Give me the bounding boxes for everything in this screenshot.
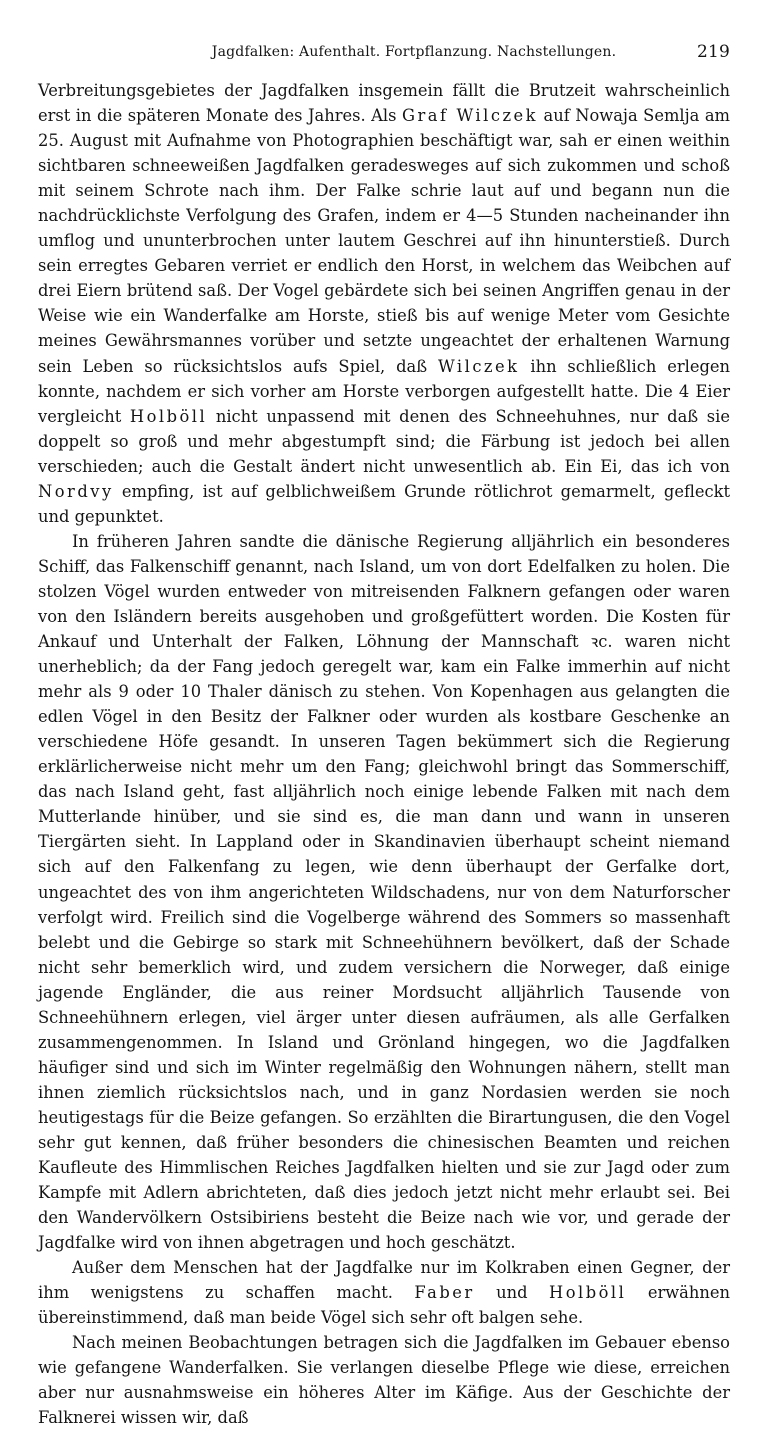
text-run: auf Nowaja Semlja am 25. August mit Aufnahme von Photographien beschäftigt war, sah er einen weithin sichtbaren schneeweißen Jagdfalken geradesweges auf sich zukommen und schoß mit seinem Schrote nach ihm. Der Falke schrie laut auf und begann nun die nachdrücklichste Verfolgung des Grafen, indem er 4—5 Stunden nacheinander ihn umflog und ununterbrochen unter lautem Geschrei auf ihn hinunterstieß. Durch sein erregtes Gebaren verriet er endlich den Horst, in welchem das Weibchen auf drei Eiern brütend saß. Der Vogel gebärdete sich bei seinen Angriffen genau in der Weise wie ein Wanderfalke am Horste, stieß bis auf wenige Meter vom Gesichte meines Gewährsmannes vorüber und setzte ungeachtet der erhaltenen Warnung sein Leben so rücksichtslos aufs Spiel, daß [38, 106, 730, 376]
spaced-name: Graf Wilczek [401, 106, 539, 126]
text-run: Nach meinen Beobachtungen betragen sich die Jagdfalken im Gebauer ebenso wie gefangene Wanderfalken. Sie verlangen dieselbe Pflege wie diese, erreichen aber nur ausnahmsweise ein höheres Alter im Käfige. Aus der Geschichte der Falknerei wissen wir, daß [38, 1333, 730, 1428]
running-title: Jagdfalken: Aufenthalt. Fortpflanzung. Nachstellungen. [211, 44, 617, 60]
text-run: nicht unpassend mit denen des Schneehuhnes, nur daß sie doppelt so groß und mehr abgestumpft sind; die Färbung ist jedoch bei allen verschieden; auch die Gestalt ändert nicht unwesentlich ab. Ein Ei, das ich von [38, 406, 730, 476]
body-text [38, 78, 730, 1431]
paragraph-p2 [38, 529, 730, 1255]
paragraph-p3 [38, 1255, 730, 1330]
spaced-name: Holböll [129, 406, 208, 426]
text-run: Verbreitungsgebietes der Jagdfalken insgemein fällt die Brutzeit wahrscheinlich erst in die späteren Monate des Jahres. Als [38, 81, 730, 126]
paragraph-p4 [38, 1330, 730, 1430]
spaced-name: Nordvy [38, 481, 114, 501]
book-page [38, 44, 730, 1431]
spaced-name: Faber [414, 1283, 475, 1303]
text-run: und [474, 1283, 549, 1303]
text-run: erwähnen übereinstimmend, daß man beide Vögel sich sehr oft balgen sehe. [38, 1283, 730, 1328]
paragraph-p1 [38, 78, 730, 529]
text-run: ihn schließlich erlegen konnte, nachdem er sich vorher am Horste verborgen aufgestellt hatte. Die 4 Eier vergleicht [38, 356, 730, 426]
running-head [38, 44, 730, 70]
spaced-name: Wilczek [437, 356, 520, 376]
text-run: empfing, ist auf gelblichweißem Grunde rötlichrot gemarmelt, gefleckt und gepunktet. [38, 481, 730, 526]
text-run: Außer dem Menschen hat der Jagdfalke nur im Kolkraben einen Gegner, der ihm wenigstens zu schaffen macht. [38, 1258, 730, 1303]
text-run: In früheren Jahren sandte die dänische Regierung alljährlich ein besonderes Schiff, das Falkenschiff genannt, nach Island, um von dort Edelfalken zu holen. Die stolzen Vögel wurden entweder von mitreisenden Falknern gefangen oder waren von den Isländern bereits ausgehoben und großgefüttert worden. Die Kosten für Ankauf und Unterhalt der Falken, Löhnung der Mannschaft ꝛc. waren nicht unerheblich; da der Fang jedoch geregelt war, kam ein Falke immerhin auf nicht mehr als 9 oder 10 Thaler dänisch zu stehen. Von Kopenhagen aus gelangten die edlen Vögel in den Besitz der Falkner oder wurden als kostbare Geschenke an verschiedene Höfe gesandt. In unseren Tagen bekümmert sich die Regierung erklärlicherweise nicht mehr um den Fang; gleichwohl bringt das Sommerschiff, das nach Island geht, fast alljährlich noch einige lebende Falken mit nach dem Mutterlande hinüber, und sie sind es, die man dann und wann in unseren Tiergärten sieht. In Lappland oder in Skandinavien überhaupt scheint niemand sich auf den Falkenfang zu legen, wie denn überhaupt der Gerfalke dort, ungeachtet des von ihm angerichteten Wildschadens, nur von dem Naturforscher verfolgt wird. Freilich sind die Vogelberge während des Sommers so massenhaft belebt und die Gebirge so stark mit Schneehühnern bevölkert, daß der Schade nicht sehr bemerklich wird, und zudem versichern die Norweger, daß einige jagende Engländer, die aus reiner Mordsucht alljährlich Tausende von Schneehühnern erlegen, viel ärger unter diesen aufräumen, als alle Gerfalken zusammengenommen. In Island und Grönland hingegen, wo die Jagdfalken häufiger sind und sich im Winter regelmäßig den Wohnungen nähern, stellt man ihnen ziemlich rücksichtslos nach, und in ganz Nordasien werden sie noch heutigestags für die Beize gefangen. So erzählten die Birartungusen, die den Vogel sehr gut kennen, daß früher besonders die chinesischen Beamten und reichen Kaufleute des Himmlischen Reiches Jagdfalken hielten und sie zur Jagd oder zum Kampfe mit Adlern abrichteten, daß dies jedoch jetzt nicht mehr erlaubt sei. Bei den Wandervölkern Ostsibiriens besteht die Beize nach wie vor, und gerade der Jagdfalke wird von ihnen abgetragen und hoch geschätzt. [38, 531, 730, 1253]
page-number: 219 [696, 42, 730, 62]
spaced-name: Holböll [549, 1283, 627, 1303]
